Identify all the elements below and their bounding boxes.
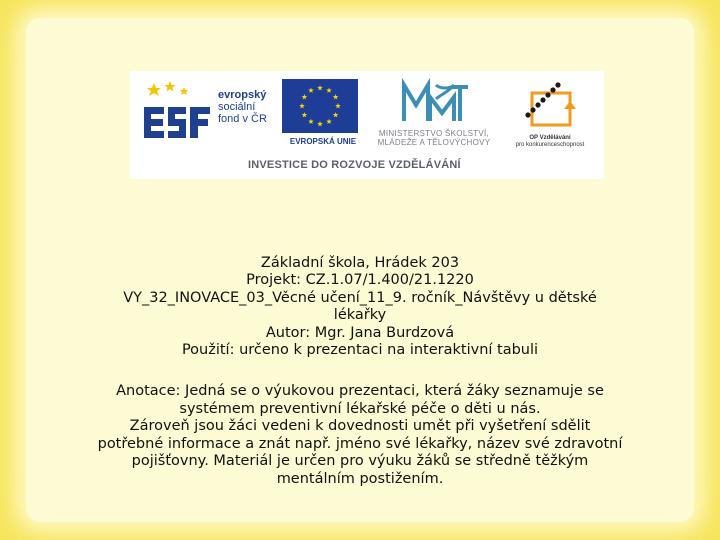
project-line: Projekt: CZ.1.07/1.400/21.1220 — [246, 272, 474, 289]
op-label — [502, 135, 598, 149]
eu-star-icon — [333, 112, 339, 117]
eu-star-icon — [326, 87, 332, 92]
eu-star-icon — [302, 112, 308, 117]
op-logo-icon — [502, 79, 598, 133]
esf-line1: evropský — [218, 89, 267, 101]
esf-line3: fond v ČR — [218, 113, 267, 125]
eu-star-icon — [299, 103, 305, 108]
eu-logo — [278, 79, 362, 149]
eu-star-icon — [308, 87, 314, 92]
eu-star-icon — [317, 121, 323, 126]
op-line2: pro konkurenceschopnost — [515, 142, 585, 148]
logo-strip — [130, 71, 604, 179]
eu-star-icon — [308, 119, 314, 124]
esf-logo — [140, 79, 270, 149]
esf-line2: sociální — [218, 101, 256, 113]
msmt-logo-icon — [366, 77, 502, 127]
op-line1: OP Vzdělávání — [529, 135, 571, 141]
eu-star-icon — [317, 85, 323, 90]
annotation — [96, 383, 624, 489]
msmt-label — [366, 129, 502, 147]
eu-label: EVROPSKÁ UNIE — [289, 137, 357, 146]
msmt-line2: MLÁDEŽE A TĚLOVÝCHOVY — [377, 138, 491, 147]
msmt-line1: MINISTERSTVO ŠKOLSTVÍ, — [378, 129, 490, 138]
eu-star-icon — [326, 119, 332, 124]
logo-tagline: INVESTICE DO ROZVOJE VZDĚLÁVÁNÍ — [248, 159, 461, 171]
eu-flag-icon — [282, 79, 358, 133]
esf-logo-text — [218, 89, 267, 125]
op-logo — [502, 79, 598, 155]
eu-star-icon — [333, 94, 339, 99]
esf-logo-icon — [140, 79, 216, 149]
material-code-line: VY_32_INOVACE_03_Věcné učení_11_9. ročník_Návštěvy u dětské lékařky — [123, 289, 597, 324]
project-info — [96, 255, 624, 359]
msmt-logo — [366, 77, 496, 151]
eu-star-icon — [335, 103, 341, 108]
eu-star-icon — [302, 94, 308, 99]
annotation-paragraph-1: Anotace: Jedná se o výukovou prezentaci, která žáky seznamuje se systémem preventivní lékařské péče o děti u nás. — [116, 383, 604, 417]
usage-line: Použití: určeno k prezentaci na interaktivní tabuli — [181, 342, 539, 359]
school-line: Základní škola, Hrádek 203 — [260, 255, 460, 271]
annotation-paragraph-2: Zároveň jsou žáci vedeni k dovednosti umět při vyšetření sdělit potřebné informace a znát např. jméno své lékařky, název své zdravotní pojišťovny. Materiál je určen pro výuku žáků se středně těžkým mentálním postižením. — [97, 418, 623, 487]
author-line: Autor: Mgr. Jana Burdzová — [265, 324, 455, 341]
